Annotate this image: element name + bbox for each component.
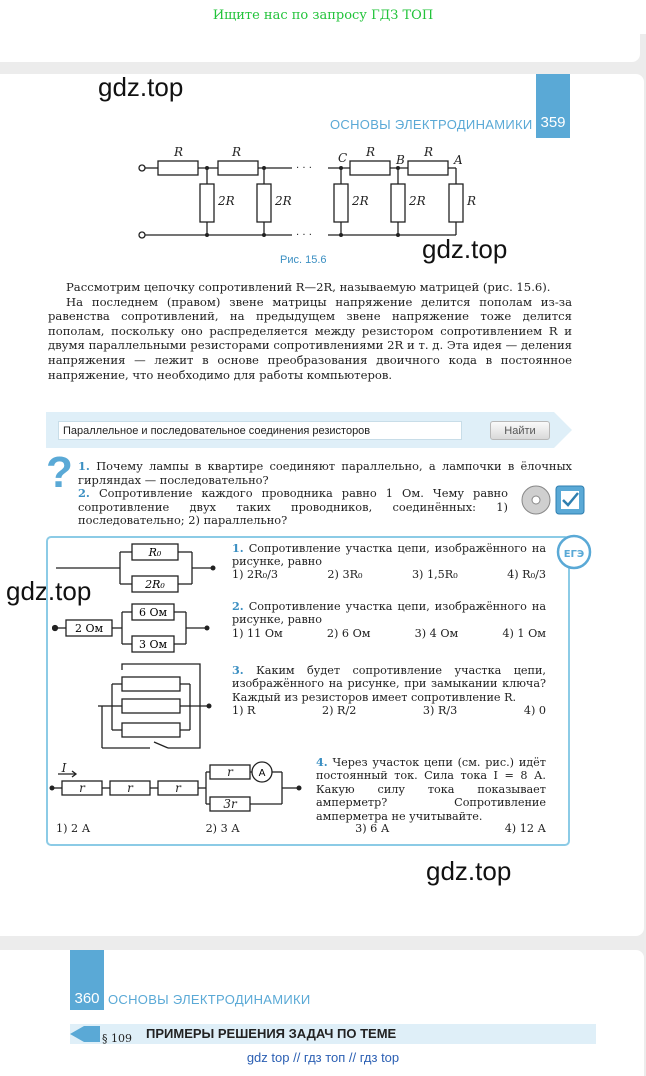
label-2-ohm: 2 Ом [74,622,104,635]
label-3-ohm: 3 Ом [138,638,168,651]
label-3r: 3r [223,797,237,811]
option[interactable]: 2) 3R₀ [327,568,363,581]
search-input[interactable]: Параллельное и последовательное соединения резисторов [58,421,462,440]
ege-icon [556,532,592,572]
task-number: 1. [232,541,244,555]
label-2r: 2R [409,194,426,208]
label-2r: 2R [218,194,235,208]
option[interactable]: 3) 6 А [355,822,390,835]
option[interactable]: 3) 1,5R₀ [411,568,458,581]
paragraph-2: На последнем (правом) звене матрицы напряжение делится пополам из-за равенства сопротивлений, на предыдущем звене напряжение тоже делится пополам, поскольку оно распределяется между резистором сопротивлением R и двумя параллельными резисторами сопротивлениями 2R и т. д. Эта идея — деления напряжения — лежит в основе преобразования двоичного кода в постоянное напряжение, что необходимо для работы компьютеров. [48,294,572,382]
node-a: A [454,153,463,167]
task-text: Сопротивление участка цепи, изображённого на рисунке, равно [232,600,546,627]
task-3-circuit [96,660,226,754]
task-number: 2. [232,599,244,613]
label-r: R [232,145,242,159]
option[interactable]: 1) 11 Ом [232,627,283,640]
watermark: gdz.top [422,234,508,264]
top-card [0,34,640,62]
node-b: B [396,153,405,167]
ellipsis: · · · [296,230,312,241]
paragraph [48,280,572,382]
option[interactable]: 4) R₀/3 [507,568,546,581]
paragraph-title: ПРИМЕРЫ РЕШЕНИЯ ЗАДАЧ ПО ТЕМЕ [146,1026,397,1041]
page-number-tab [70,950,104,1010]
task-4 [316,756,546,823]
label-r: r [127,781,133,795]
paragraph-number: § 109 [102,1032,132,1045]
ammeter-icon: A [258,768,266,779]
option[interactable]: 1) 2 А [56,822,91,835]
page-number: 360 [74,990,100,1007]
label-2r: 2R [352,194,369,208]
option[interactable]: 2) 3 А [205,822,240,835]
task-3-options [232,704,546,717]
figure-15-6-circuit [130,142,490,242]
label-r: r [79,781,85,795]
option[interactable]: 3) R/3 [422,704,458,717]
question-icon: ? [46,448,73,497]
find-button[interactable]: Найти [490,421,550,440]
label-current: I [61,761,67,775]
option[interactable]: 1) R [232,704,256,717]
option[interactable]: 2) R/2 [322,704,357,717]
task-text: Сопротивление участка цепи, изображённого на рисунке, равно [232,542,546,569]
task-1 [232,542,546,569]
svg-text:ЕГЭ: ЕГЭ [563,549,585,560]
task-3 [232,664,546,704]
question-2 [78,487,508,528]
running-header: ОСНОВЫ ЭЛЕКТРОДИНАМИКИ [330,117,533,132]
label-r: R [366,145,376,159]
label-2r0: 2R₀ [145,578,165,591]
task-2 [232,600,546,627]
label-r: r [227,765,233,779]
disc-and-check-icons [520,484,586,518]
question-1 [78,460,572,487]
running-header: ОСНОВЫ ЭЛЕКТРОДИНАМИКИ [108,992,311,1007]
option[interactable]: 1) 2R₀/3 [232,568,278,581]
task-2-options [232,627,546,640]
label-6-ohm: 6 Ом [138,606,168,619]
paragraph-1: Рассмотрим цепочку сопротивлений R—2R, называемую матрицей (рис. 15.6). [66,280,551,294]
figure-caption: Рис. 15.6 [280,254,327,266]
watermark: gdz.top [98,72,184,102]
task-number: 3. [232,663,244,677]
question-number: 1. [78,459,90,473]
task-text: Каким будет сопротивление участка цепи, изображённого на рисунке, при замыкании ключа? Каждый из резисторов имеет сопротивление R. [232,664,546,704]
task-4-options [56,822,546,835]
watermark: gdz.top [6,576,92,606]
question-text: Сопротивление каждого проводника равно 1 Ом. Чему равно сопротивление двух таких проводников, соединённых: 1) последовательно; 2) параллельно? [78,486,509,528]
question-text: Почему лампы в квартире соединяют параллельно, а лампочки в ёлочных гирляндах — последовательно? [78,459,572,487]
label-r: R [174,145,184,159]
option[interactable]: 4) 1 Ом [502,627,546,640]
node-c: C [338,151,348,165]
task-4-circuit [48,758,308,820]
task-2-circuit [52,600,222,656]
page-number-tab [536,74,570,138]
label-r: R [424,145,434,159]
label-r: r [175,781,181,795]
option[interactable]: 2) 6 Ом [326,627,371,640]
label-2r: 2R [275,194,292,208]
watermark: gdz.top [426,856,512,886]
label-r0: R₀ [148,546,162,559]
search-banner-link[interactable]: Ищите нас по запросу ГДЗ ТОП [212,8,434,23]
task-number: 4. [316,755,328,769]
ellipsis: · · · [296,163,312,174]
footer-links[interactable]: gdz top // гдз топ // гдз top [246,1050,400,1065]
page-number: 359 [540,114,566,131]
option[interactable]: 3) 4 Ом [414,627,459,640]
question-number: 2. [78,486,90,501]
task-1-options [232,568,546,581]
questions-block [78,460,572,528]
task-text: Через участок цепи (см. рис.) идёт постоянный ток. Сила тока I = 8 А. Какую силу тока показывает амперметр? Сопротивление амперметра не учитывайте. [316,756,546,823]
label-r: R [467,194,477,208]
option[interactable]: 4) 12 А [504,822,546,835]
task-1-circuit [56,540,226,596]
option[interactable]: 4) 0 [523,704,546,717]
